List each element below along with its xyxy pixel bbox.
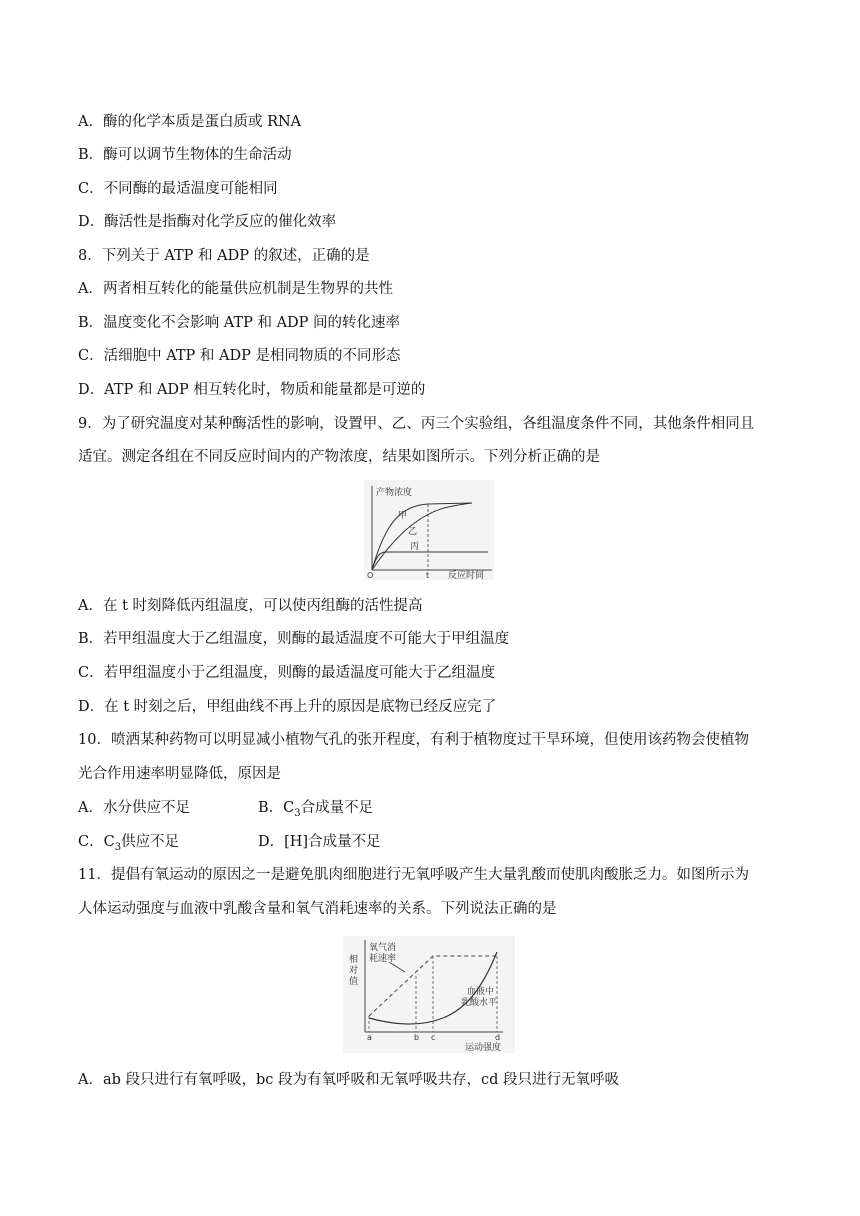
q11-tick-a: a	[367, 1033, 372, 1042]
q11-o2-label-1: 氧气消	[369, 943, 397, 953]
q8-option-c: C．活细胞中 ATP 和 ADP 是相同物质的不同形态	[78, 348, 401, 364]
q8-option-d: D．ATP 和 ADP 相互转化时，物质和能量都是可逆的	[78, 382, 426, 398]
q11-ylabel-3: 值	[349, 977, 359, 987]
q11-figure	[343, 936, 515, 1053]
q9-figure	[364, 480, 494, 580]
q11-option-a: A．ab 段只进行有氧呼吸，bc 段为有氧呼吸和无氧呼吸共存，cd 段只进行无氧呼吸	[78, 1072, 620, 1088]
q9-label-yi: 乙	[408, 527, 418, 537]
q8-option-b: B．温度变化不会影响 ATP 和 ADP 间的转化速率	[78, 315, 401, 331]
q11-ylabel-1: 相	[349, 955, 359, 965]
q10-option-b: B．$C_3$合成量不足	[258, 800, 374, 819]
q10-stem-line1: 10．喷洒某种药物可以明显减小植物气孔的张开程度，有利于植物度过干旱环境，但使用该药物会使植物	[78, 732, 749, 748]
q11-ylabel-2: 对	[349, 966, 359, 976]
q11-lactate-label-2: 乳酸水平	[461, 998, 498, 1008]
q10-option-d: D．[H]合成量不足	[258, 834, 381, 850]
q9-stem-line1: 9．为了研究温度对某种酶活性的影响，设置甲、乙、丙三个实验组，各组温度条件不同，其他条件相同且	[78, 416, 755, 432]
q9-stem-line2: 适宜。测定各组在不同反应时间内的产物浓度，结果如图所示。下列分析正确的是	[78, 449, 600, 465]
q10-option-c: C．$C_3$供应不足	[78, 834, 180, 853]
q9-label-bing: 丙	[410, 542, 420, 552]
q9-ylabel: 产物浓度	[376, 488, 413, 498]
q11-stem-line2: 人体运动强度与血液中乳酸含量和氧气消耗速率的关系。下列说法正确的是	[78, 901, 557, 917]
q10-stem-line2: 光合作用速率明显降低，原因是	[78, 766, 281, 782]
q9-option-a: A．在 t 时刻降低丙组温度，可以使丙组酶的活性提高	[78, 598, 423, 614]
q11-tick-c: c	[431, 1033, 436, 1042]
q9-origin: O	[367, 571, 374, 580]
q9-xlabel: 反应时间	[448, 571, 485, 580]
q9-option-b: B．若甲组温度大于乙组温度，则酶的最适温度不可能大于甲组温度	[78, 631, 510, 647]
q11-stem-line1: 11．提倡有氧运动的原因之一是避免肌肉细胞进行无氧呼吸产生大量乳酸而使肌肉酸胀乏力。如图所示为	[78, 867, 749, 883]
q8-stem: 8．下列关于 ATP 和 ADP 的叙述，正确的是	[78, 248, 370, 264]
q10-option-a: A．水分供应不足	[78, 800, 190, 816]
q9-t-label: t	[426, 571, 430, 580]
q9-option-d: D．在 t 时刻之后，甲组曲线不再上升的原因是底物已经反应完了	[78, 699, 497, 715]
q11-xlabel: 运动强度	[465, 1043, 502, 1053]
q11-tick-d: d	[495, 1033, 501, 1042]
q9-label-jia: 甲	[398, 511, 408, 521]
q8-option-a: A．两者相互转化的能量供应机制是生物界的共性	[78, 281, 393, 297]
q7-option-a: A．酶的化学本质是蛋白质或 RNA	[78, 114, 302, 130]
q9-option-c: C．若甲组温度小于乙组温度，则酶的最适温度可能大于乙组温度	[78, 665, 496, 681]
q7-option-d: D．酶活性是指酶对化学反应的催化效率	[78, 214, 337, 230]
q7-option-b: B．酶可以调节生物体的生命活动	[78, 147, 292, 163]
q7-option-c: C．不同酶的最适温度可能相同	[78, 181, 278, 197]
q11-o2-label-2: 耗速率	[369, 954, 397, 964]
q11-tick-b: b	[414, 1033, 420, 1042]
q11-lactate-label-1: 血液中	[467, 987, 495, 997]
